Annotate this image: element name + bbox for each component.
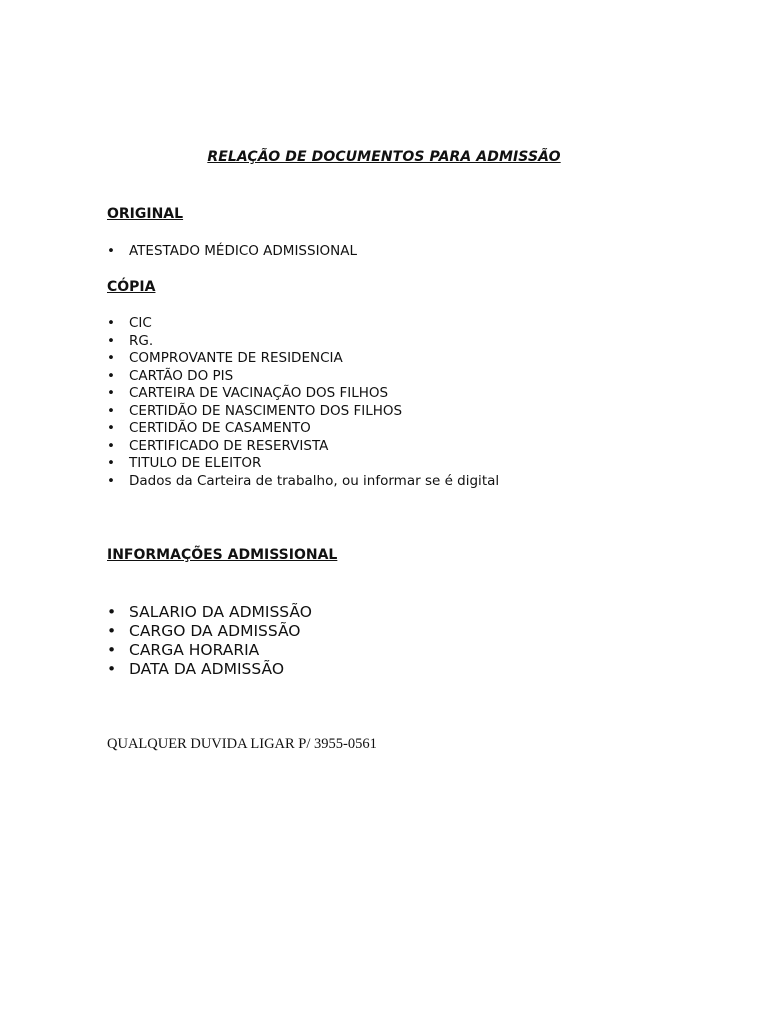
list-informacoes — [107, 603, 312, 679]
bullet: • — [107, 402, 115, 419]
section-heading-original: ORIGINAL — [107, 206, 184, 222]
bullet: • — [107, 385, 115, 401]
contact-footer: QUALQUER DUVIDA LIGAR P/ 3955-0561 — [107, 736, 377, 752]
list-item: • Dados da Carteira de trabalho, ou informar se é digital — [107, 472, 500, 489]
list-copia — [107, 315, 499, 490]
list-item: • COMPROVANTE DE RESIDENCIA — [107, 350, 343, 366]
bullet: • — [107, 243, 115, 259]
bullet: • — [107, 332, 115, 349]
list-item: • RG. — [107, 332, 154, 349]
list-item: • CERTIDÃO DE NASCIMENTO DOS FILHOS — [107, 402, 403, 419]
list-item: • CERTIDÃO DE CASAMENTO — [107, 420, 311, 436]
list-item: • CARTEIRA DE VACINAÇÃO DOS FILHOS — [107, 385, 389, 401]
bullet: • — [107, 455, 115, 471]
list-item: • CERTIFICADO DE RESERVISTA — [107, 437, 329, 454]
list-item: • DATA DA ADMISSÃO — [107, 660, 285, 678]
list-item: • TITULO DE ELEITOR — [107, 455, 262, 471]
bullet: • — [107, 641, 117, 659]
list-item: • CARTÃO DO PIS — [107, 367, 234, 384]
list-original — [107, 243, 357, 261]
list-item: • SALARIO DA ADMISSÃO — [107, 603, 312, 621]
bullet: • — [107, 437, 115, 454]
list-item: • ATESTADO MÉDICO ADMISSIONAL — [107, 243, 358, 259]
bullet: • — [107, 350, 115, 366]
section-heading-copia: CÓPIA — [107, 279, 156, 295]
bullet: • — [107, 603, 117, 621]
bullet: • — [107, 420, 115, 436]
bullet: • — [107, 315, 115, 331]
bullet: • — [107, 472, 115, 489]
list-item: • CARGA HORARIA — [107, 641, 260, 659]
document-title: RELAÇÃO DE DOCUMENTOS PARA ADMISSÃO — [207, 149, 561, 165]
bullet: • — [107, 660, 117, 678]
list-item: • CARGO DA ADMISSÃO — [107, 622, 301, 640]
section-heading-informacoes: INFORMAÇÕES ADMISSIONAL — [107, 547, 338, 563]
bullet: • — [107, 622, 117, 640]
list-item: • CIC — [107, 315, 152, 331]
bullet: • — [107, 367, 115, 384]
